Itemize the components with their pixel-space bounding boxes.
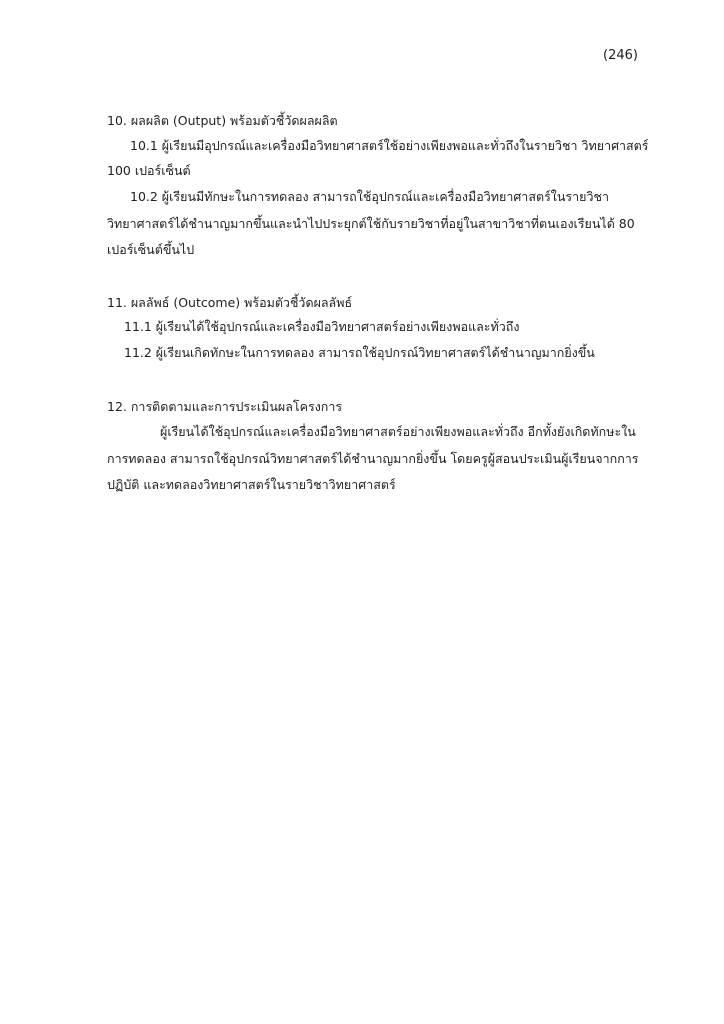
section-12-heading: 12. การติดตามและการประเมินผลโครงการ [107,399,343,414]
section-11-item-2: 11.2 ผู้เรียนเกิดทักษะในการทดลอง สามารถใช้อุปกรณ์วิทยาศาสตร์ได้ชำนาญมากยิ่งขึ้น [124,345,595,360]
section-10-item-2-line-2: วิทยาศาสตร์ได้ชำนาญมากขึ้นและนำไปประยุกต์ใช้กับรายวิชาที่อยู่ในสาขาวิชาที่ตนเองเรียนได้ 80 [107,216,635,231]
section-10-item-2-line-3: เปอร์เซ็นต์ขึ้นไป [107,242,195,257]
section-10-item-1-line-2: 100 เปอร์เซ็นต์ [107,163,191,178]
section-12-paragraph-line-3: ปฏิบัติ และทดลองวิทยาศาสตร์ในรายวิชาวิทยาศาสตร์ [107,477,396,492]
section-10-item-2-line-1: 10.2 ผู้เรียนมีทักษะในการทดลอง สามารถใช้อุปกรณ์และเครื่องมือวิทยาศาสตร์ในรายวิชา [130,189,610,204]
page-number: (246) [603,48,638,63]
section-10-heading: 10. ผลผลิต (Output) พร้อมตัวชี้วัดผลผลิต [107,113,338,128]
section-12-paragraph-line-2: การทดลอง สามารถใช้อุปกรณ์วิทยาศาสตร์ได้ชำนาญมากยิ่งขึ้น โดยครูผู้สอนประเมินผู้เรียนจากการ [107,451,639,466]
section-10-item-1-line-1: 10.1 ผู้เรียนมีอุปกรณ์และเครื่องมือวิทยาศาสตร์ใช้อย่างเพียงพอและทั่วถึงในรายวิชา วิทยาศาสตร์ [130,138,649,153]
section-12-paragraph-line-1: ผู้เรียนได้ใช้อุปกรณ์และเครื่องมือวิทยาศาสตร์อย่างเพียงพอและทั่วถึง อีกทั้งยังเกิดทักษะใน [160,424,636,439]
section-11-item-1: 11.1 ผู้เรียนได้ใช้อุปกรณ์และเครื่องมือวิทยาศาสตร์อย่างเพียงพอและทั่วถึง [124,319,520,334]
section-11-heading: 11. ผลลัพธ์ (Outcome) พร้อมตัวชี้วัดผลลัพธ์ [107,295,353,310]
